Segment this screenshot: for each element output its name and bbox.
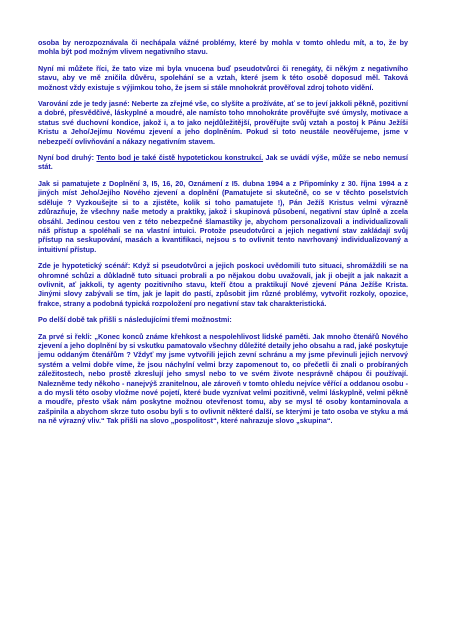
paragraph-4-tail: Jak se uvádí výše, může se nebo nemusí stát. (38, 153, 409, 172)
paragraph-6: Zde je hypotetický scénář: Když si pseudotvůrci a jejich poskoci uvědomili tuto situaci, shromáždili se na ohromné schůzi a důkladně tuto situaci probrali a po nějakou dobu uvažovali, jak ji obejít a jak nakazit a ovlivnit, ať jakkoli, ty agenty pozitivního stavu, kteří čtou a praktikují Nové zjevení Pána Ježíše Krista. Jinými slovy zabývali se tím, jak je lapit do pastí, způsobit jim různé problémy, vytvořit rozkoly, opozice, frakce, strany a podobná typická rozpoložení pro negativní stav tak charakteristická. (38, 261, 408, 308)
paragraph-2: Nyní mi můžete říci, že tato vize mi byla vnucena buď pseudotvůrci či renegáty, či někým z negativního stavu, aby ve mě zničila důvěru, spolehání se a vztah, které jsem k této osobě doposud měl. Taková možnost vždy existuje s výjimkou toho, že jsem si stále mnohokrát prověřoval zdroj tohoto vidění. (38, 63, 408, 92)
paragraph-7: Po delší době tak přišli s následujícími třemi možnostmi: (38, 315, 232, 325)
paragraph-1: osoba by nerozpoznávala či nechápala vážné problémy, které by mohla v tomto ohledu mít, a to, že by mohla být pod možným vlivem negativního stavu. (38, 38, 408, 57)
paragraph-4 (38, 153, 408, 172)
paragraph-3: Varování zde je tedy jasné: Neberte za zřejmé vše, co slyšíte a prožíváte, ať se to jeví jakkoli pěkně, pozitivní a dobré, přesvědčivé, láskyplné a moudré, ale namísto toho mnohokráte prověřujte své úmysly, motivace a status své duchovní kondice, jakož i, a to jako nejdůležitější, prověřujte svůj vztah a postoj k Pánu Ježíši Kristu a Jeho/Jejímu Novému zjevení a jeho doplněním. Pokud si toto neustále neověřujeme, jsme v nebezpečí ovlivňování a nákazy negativním stavem. (38, 99, 408, 146)
paragraph-4-underlined: Tento bod je také čistě hypotetickou konstrukcí. (96, 153, 264, 163)
paragraph-8: Za prvé si řekli: „Konec konců známe křehkost a nespolehlivost lidské paměti. Jak mnoho čtenářů Nového zjevení a jeho doplnění by si vskutku pamatovalo všechny důležité detaily jeho obsahu a rad, jaké poskytuje jemu oddaným čtenářům ? Vždyť my jsme vytvořili jejich zevní schránu a my jsme převinuli jejich nervový systém a velmi dobře víme, že jsou náchylní velmi brzy zapomenout to, co přečetli či znali o probíraných záležitostech, nebo prostě zkreslují jeho smysl nebo to ve svém živote nesprávně chápou či používají. Nalezněme tedy někoho - nanejvýš zranitelnou, ale zároveň v tomto ohledu nejvíce věřící a oddanou osobu - a do mysli této osoby vložme nové pojetí, které bude vyznívat velmi pozitivně, velmi láskyplně, velmi pěkně a moudře, přesto však nám poskytne možnou otevřenost tomu, aby se mysl té osoby kontaminovala a zašpinila a abychom skrze tuto osobu byli s to ovlivnit některé další, se kterými je tato osoba ve styku a má na ně výrazný vliv.“ Tak přišli na slovo „pospolitost“, které nahrazuje slovo „skupina“. (38, 331, 408, 426)
paragraph-4-lead: Nyní bod druhý: (38, 153, 97, 163)
paragraph-5: Jak si pamatujete z Doplnění 3, I5, 16, 20, Oznámení z I5. dubna 1994 a z Připomínky z 30. října 1994 a z jiných míst Jeho/Jejího Nového zjevení a doplnění (Pamatujete si skutečně, co se v těchto poselstvích sděluje ? Vyzkoušejte si to a zjistěte, kolik si toho pamatujete !), Pán Ježíš Kristus velmi výrazně zdůrazňuje, že všechny naše metody a praktiky, jakož i skupinová působení, negativní stav úplně a zcela obsáhl. Jedinou cestou ven z této nebezpečné šlamastiky je, abychom personalizovali a individualizovali náš přístup a spoléhali se na vlastní intuici. Protože pseudotvůrci a jejich negativní stav zakládají svůj přístup na seskupování, masách a kvantifikaci, nejsou s to ovlivnit tento navrhovaný individualizovaný a intuitivní přístup. (38, 178, 408, 254)
